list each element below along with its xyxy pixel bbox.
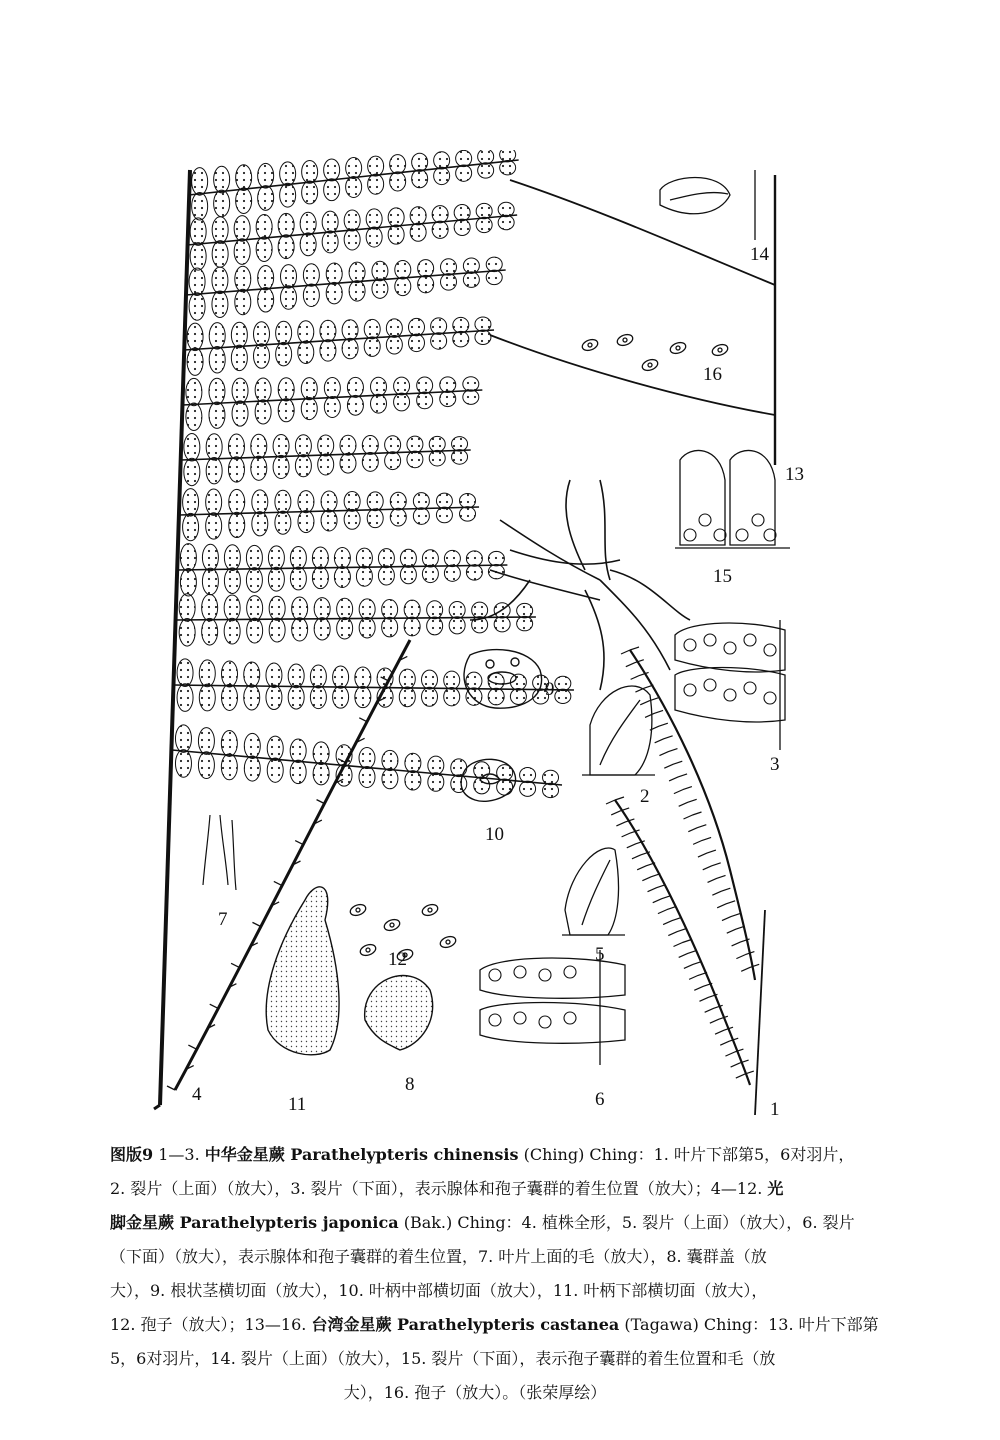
caption-bold-segment: 中华金星蕨 Parathelypteris chinensis [204, 1145, 519, 1164]
caption-segment: （下面）（放大），表示腺体和孢子囊群的着生位置，7. 叶片上面的毛（放大），8. 囊群盖（放 [110, 1247, 767, 1266]
caption-bold-segment: 台湾金星蕨 Parathelypteris castanea [311, 1315, 620, 1334]
caption-bold-segment: 光 [767, 1179, 784, 1198]
caption-line [110, 1274, 840, 1308]
figure-number-7: 7 [218, 909, 228, 930]
botanical-plate-illustration [130, 150, 830, 1120]
figure-number-15: 15 [713, 566, 732, 587]
figure-number-12: 12 [388, 949, 407, 970]
segment-upper-surface [562, 170, 755, 935]
caption-line [110, 1172, 840, 1206]
figure-number-3: 3 [770, 754, 780, 775]
caption-segment: (Ching) Ching：1. 叶片下部第5，6对羽片， [518, 1145, 855, 1164]
caption-line [110, 1240, 840, 1274]
indusium-illustration [365, 976, 433, 1050]
figure-number-8: 8 [405, 1074, 415, 1095]
plate-caption [110, 1138, 879, 1410]
caption-line [110, 1376, 840, 1410]
caption-segment: 5，6对羽片，14. 裂片（上面）（放大），15. 裂片（下面），表示孢子囊群的着生位置和毛（放 [110, 1349, 776, 1368]
figure-number-2: 2 [640, 786, 650, 807]
caption-bold-segment: 脚金星蕨 Parathelypteris japonica [110, 1213, 399, 1232]
caption-segment: 12. 孢子（放大）；13—16. [110, 1315, 312, 1334]
caption-line [110, 1308, 879, 1342]
figure-number-5: 5 [595, 944, 605, 965]
caption-line [110, 1138, 855, 1172]
caption-segment: 2. 裂片（上面）（放大），3. 裂片（下面），表示腺体和孢子囊群的着生位置（放大）；4—12. [110, 1179, 768, 1198]
figure-number-6: 6 [595, 1089, 605, 1110]
caption-segment: (Tagawa) Ching：13. 叶片下部第 [619, 1315, 879, 1334]
leaf-hairs [203, 815, 236, 890]
scale-illustration [266, 887, 339, 1055]
caption-bold-segment: 图版9 [110, 1145, 154, 1164]
caption-segment: 大），9. 根状茎横切面（放大），10. 叶柄中部横切面（放大），11. 叶柄下部横切面（放大）， [110, 1281, 768, 1300]
figure-number-14: 14 [750, 244, 769, 265]
rhizome-cluster [470, 480, 690, 690]
figure-number-16: 16 [703, 364, 722, 385]
figure-number-9: 9 [545, 679, 555, 700]
segment-lower-surface [480, 450, 790, 1065]
figure-number-1: 1 [770, 1099, 780, 1120]
figure-number-13: 13 [785, 464, 804, 485]
figure-number-11: 11 [288, 1094, 307, 1115]
caption-line [110, 1342, 840, 1376]
caption-line [110, 1206, 855, 1240]
figure-number-4: 4 [192, 1084, 202, 1105]
caption-segment: 大），16. 孢子（放大）。（张荣厚绘） [343, 1383, 607, 1402]
caption-segment: 1—3. [153, 1145, 205, 1164]
caption-segment: (Bak.) Ching：4. 植株全形，5. 裂片（上面）（放大），6. 裂片 [398, 1213, 855, 1232]
fern-pinnae-group [172, 150, 574, 798]
figure-number-10: 10 [485, 824, 504, 845]
